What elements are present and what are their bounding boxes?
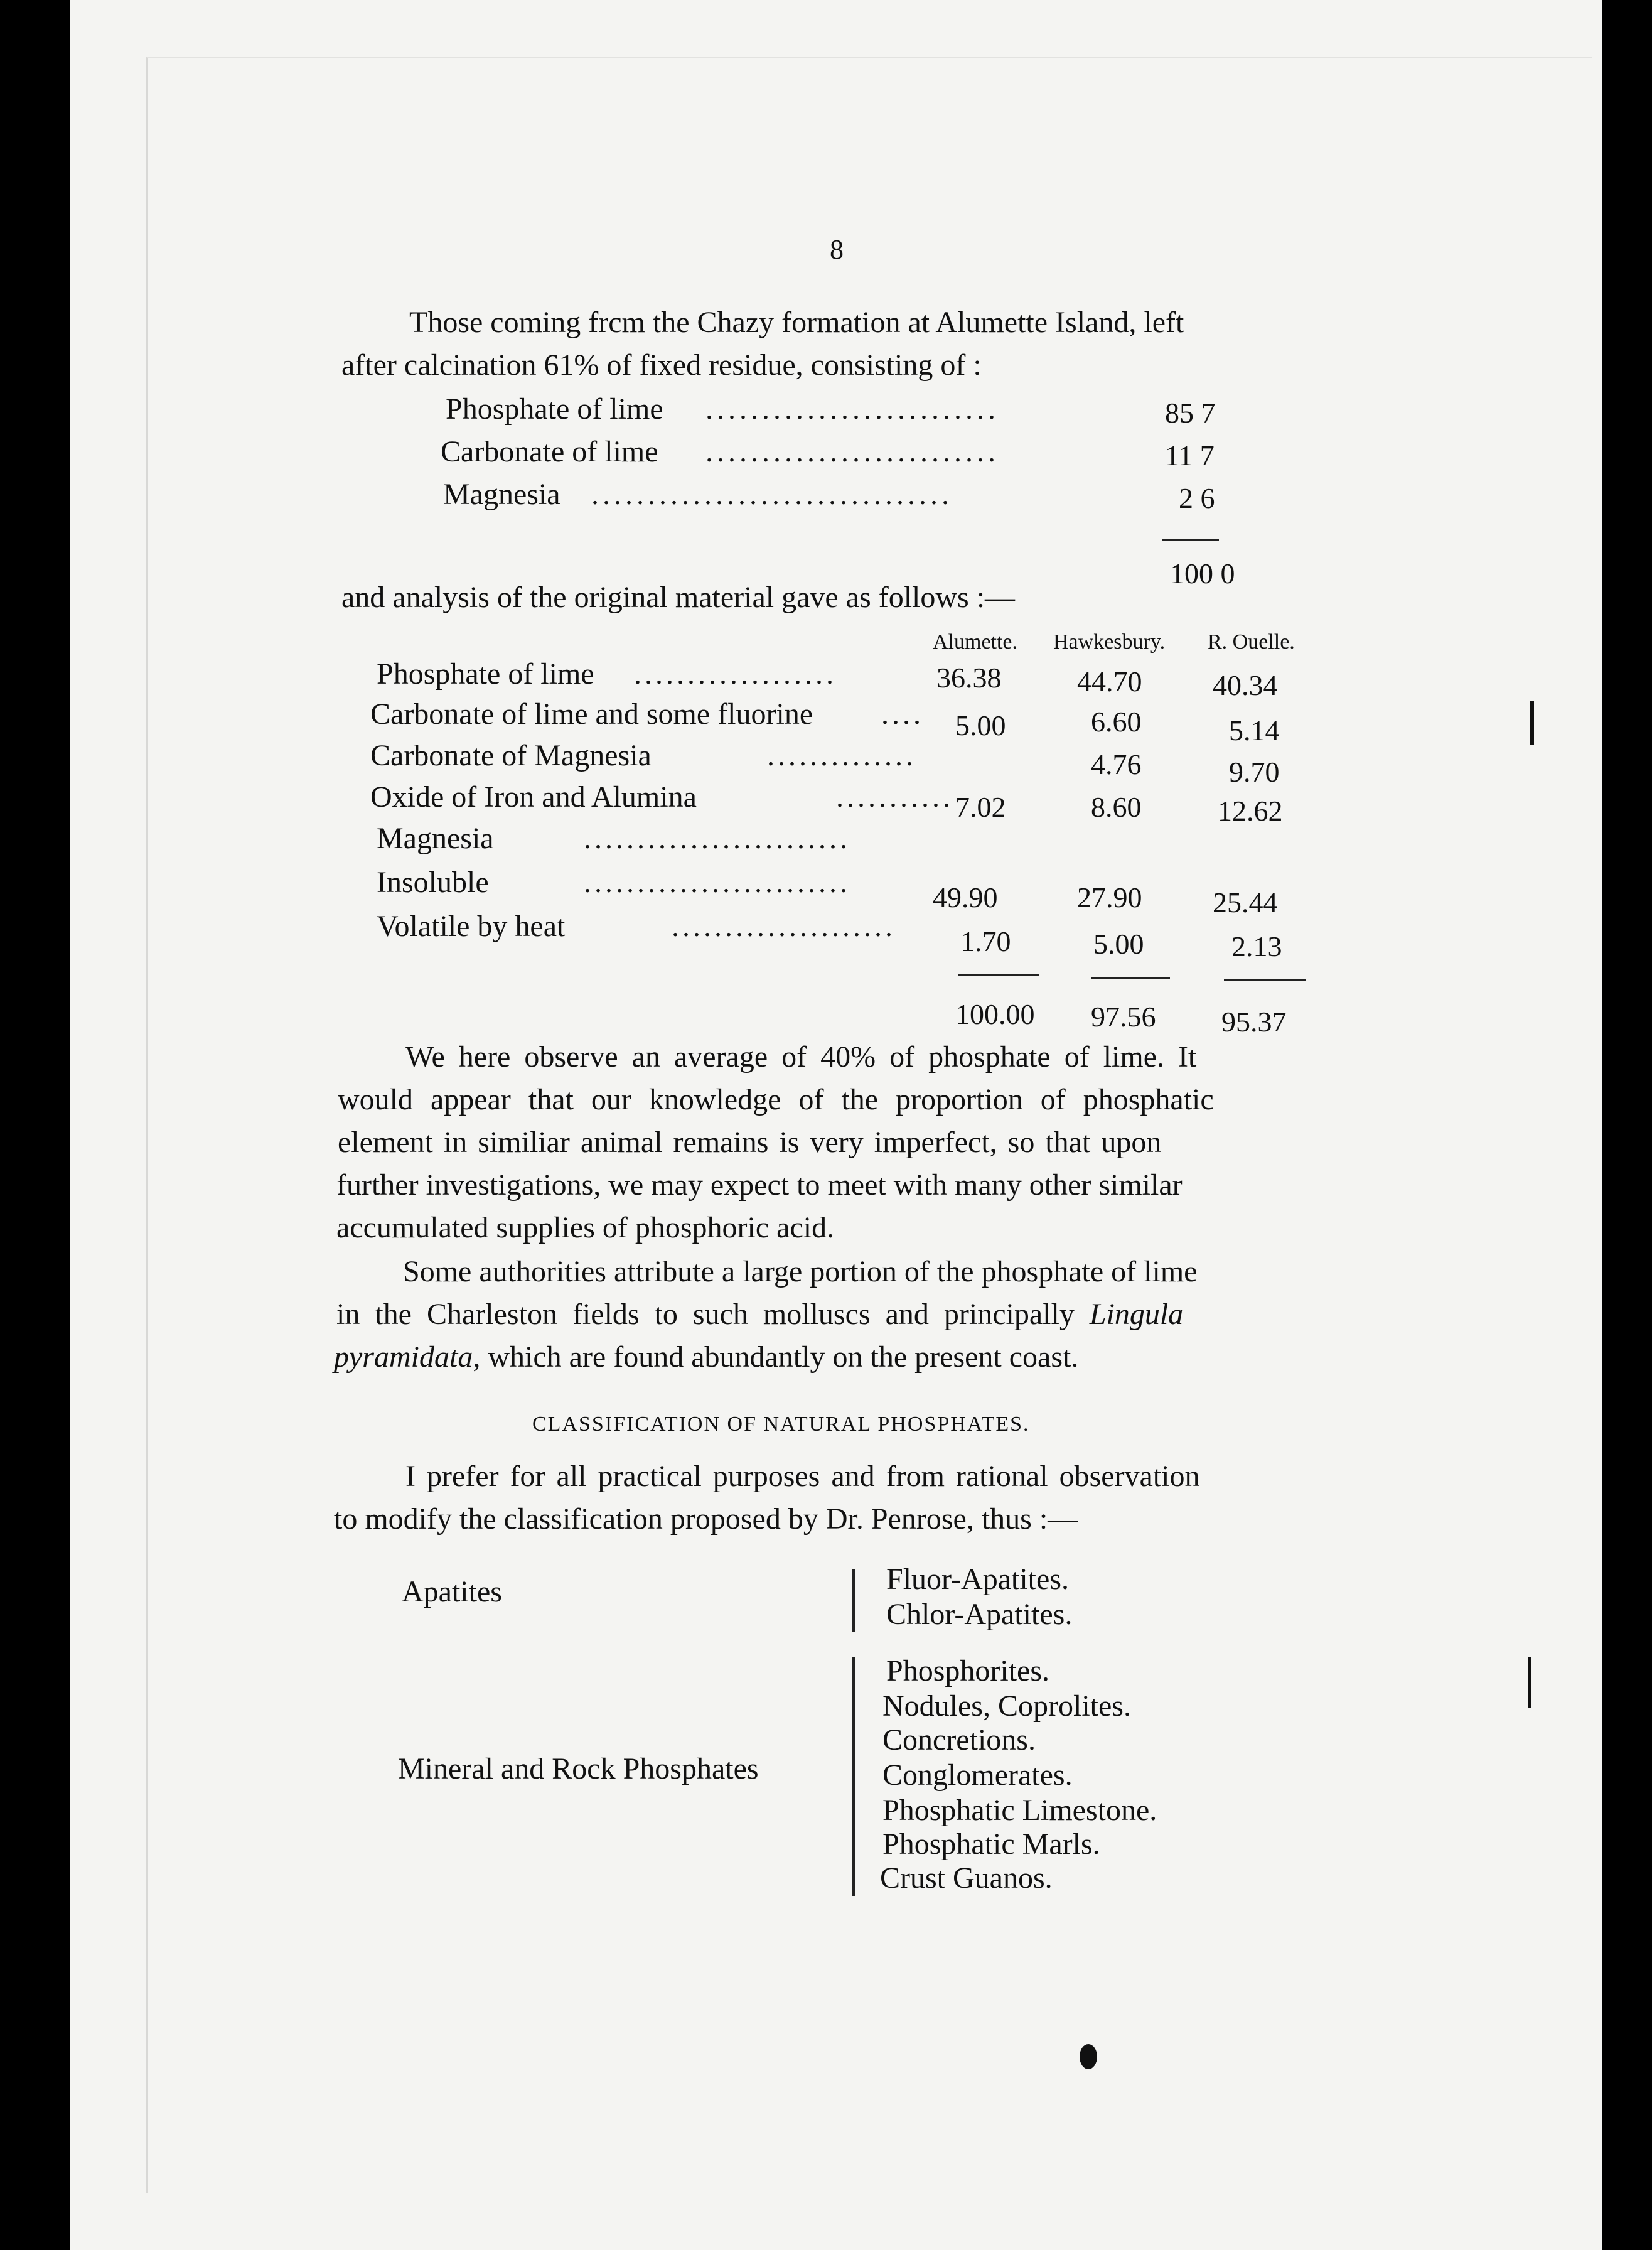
analysis-row-label: Carbonate of lime and some fluorine — [370, 697, 813, 731]
row-dots: .... — [881, 697, 924, 731]
calc-label: Phosphate of lime — [446, 392, 663, 426]
apatites-item: Fluor-Apatites. — [886, 1563, 1069, 1596]
section-heading: CLASSIFICATION OF NATURAL PHOSPHATES. — [532, 1413, 1030, 1436]
scan-edge-mark — [1530, 701, 1534, 745]
calc-label: Magnesia — [443, 478, 560, 511]
row-dots: ..................... — [672, 910, 896, 943]
row-dots: ......................... — [584, 866, 850, 899]
column-header: R. Ouelle. — [1208, 630, 1295, 654]
calc-dots: .......................... — [705, 392, 999, 426]
scan-edge-mark — [1528, 1657, 1531, 1708]
cell-hawkesbury: 8.60 — [1091, 791, 1142, 823]
analysis-row-label: Volatile by heat — [377, 910, 566, 943]
cell-alumette: 36.38 — [936, 662, 1002, 694]
para3-line-1: Some authorities attribute a large portion of the phosphate of lime — [403, 1255, 1198, 1288]
cell-ouelle: 2.13 — [1231, 930, 1282, 962]
para3-line-2 — [336, 1293, 1183, 1336]
apatites-brace — [852, 1569, 855, 1632]
cell-hawkesbury: 44.70 — [1077, 665, 1142, 697]
para3-line-3-text: , which are found abundantly on the present coast. — [473, 1340, 1079, 1374]
para3-species: pyramidata — [334, 1340, 473, 1374]
analysis-row-label: Oxide of Iron and Alumina — [370, 780, 697, 814]
para2-line-3: element in similiar animal remains is very imperfect, so that upon — [338, 1126, 1162, 1159]
cell-alumette: 7.02 — [955, 791, 1006, 823]
row-dots: ........... — [836, 780, 953, 814]
mineral-item: Crust Guanos. — [880, 1861, 1053, 1895]
analysis-intro: and analysis of the original material gave as follows :— — [341, 581, 1016, 614]
total-rule-ouelle — [1224, 979, 1306, 981]
row-dots: .............. — [767, 739, 916, 772]
para3-line-3 — [334, 1336, 1078, 1379]
total-hawkesbury: 97.56 — [1091, 1001, 1156, 1033]
cell-alumette: 1.70 — [960, 925, 1011, 957]
ink-blot — [1080, 2044, 1097, 2069]
para3-genus: Lingula — [1089, 1298, 1184, 1331]
apatites-label: Apatites — [402, 1575, 502, 1608]
mineral-label: Mineral and Rock Phosphates — [398, 1752, 759, 1785]
calc-total-rule — [1162, 539, 1219, 541]
cell-hawkesbury: 4.76 — [1091, 748, 1142, 780]
calc-dots: ................................ — [591, 478, 953, 511]
total-alumette: 100.00 — [955, 998, 1035, 1030]
analysis-row-label: Magnesia — [377, 822, 494, 855]
para2-line-2: would appear that our knowledge of the proportion of phosphatic — [338, 1083, 1214, 1116]
analysis-row-label: Carbonate of Magnesia — [370, 739, 652, 772]
para4-line-2: to modify the classification proposed by Dr. Penrose, thus :— — [334, 1502, 1078, 1536]
analysis-row-label: Phosphate of lime — [377, 657, 594, 691]
mineral-item: Concretions. — [882, 1723, 1036, 1757]
calc-dots: .......................... — [705, 435, 999, 468]
cell-alumette: 5.00 — [955, 709, 1006, 741]
cell-hawkesbury: 27.90 — [1077, 881, 1142, 913]
intro-line-1: Those coming frcm the Chazy formation at Alumette Island, left — [409, 306, 1184, 339]
cell-ouelle: 12.62 — [1218, 795, 1283, 827]
cell-ouelle: 9.70 — [1229, 756, 1280, 788]
cell-alumette: 49.90 — [933, 881, 998, 913]
column-header: Alumette. — [933, 630, 1018, 654]
mineral-brace — [852, 1657, 855, 1896]
cell-ouelle: 40.34 — [1213, 669, 1278, 701]
mineral-item: Nodules, Coprolites. — [882, 1689, 1131, 1723]
mineral-item: Phosphatic Marls. — [882, 1827, 1100, 1861]
mineral-item: Phosphorites. — [886, 1654, 1050, 1688]
page-number: 8 — [830, 234, 844, 265]
scanned-page — [70, 0, 1602, 2250]
para2-line-4: further investigations, we may expect to meet with many other similar — [336, 1168, 1183, 1202]
row-dots: ................... — [634, 657, 837, 691]
total-rule-alumette — [958, 974, 1039, 976]
column-header: Hawkesbury. — [1053, 630, 1166, 654]
mineral-item: Phosphatic Limestone. — [882, 1794, 1157, 1827]
row-dots: ......................... — [584, 822, 850, 855]
analysis-row-label: Insoluble — [377, 866, 489, 899]
para2-line-5: accumulated supplies of phosphoric acid. — [336, 1211, 835, 1244]
total-rule-hawkesbury — [1091, 977, 1170, 979]
apatites-item: Chlor-Apatites. — [886, 1598, 1073, 1631]
para4-line-1: I prefer for all practical purposes and from rational observation — [405, 1460, 1200, 1493]
cell-ouelle: 25.44 — [1213, 886, 1278, 918]
cell-hawkesbury: 6.60 — [1091, 706, 1142, 738]
calc-label: Carbonate of lime — [441, 435, 658, 468]
calc-value: 2 6 — [1179, 482, 1215, 514]
cell-hawkesbury: 5.00 — [1093, 928, 1144, 960]
para3-line-2-text: in the Charleston fields to such molluscs and principally — [336, 1298, 1075, 1331]
calc-value: 11 7 — [1165, 439, 1215, 471]
total-ouelle: 95.37 — [1221, 1006, 1287, 1038]
para2-line-1: We here observe an average of 40% of phosphate of lime. It — [405, 1040, 1197, 1074]
calc-value: 85 7 — [1165, 397, 1216, 429]
calc-total: 100 0 — [1170, 557, 1235, 589]
mineral-item: Conglomerates. — [882, 1758, 1073, 1792]
intro-line-2: after calcination 61% of fixed residue, consisting of : — [341, 348, 982, 382]
cell-ouelle: 5.14 — [1229, 714, 1280, 746]
